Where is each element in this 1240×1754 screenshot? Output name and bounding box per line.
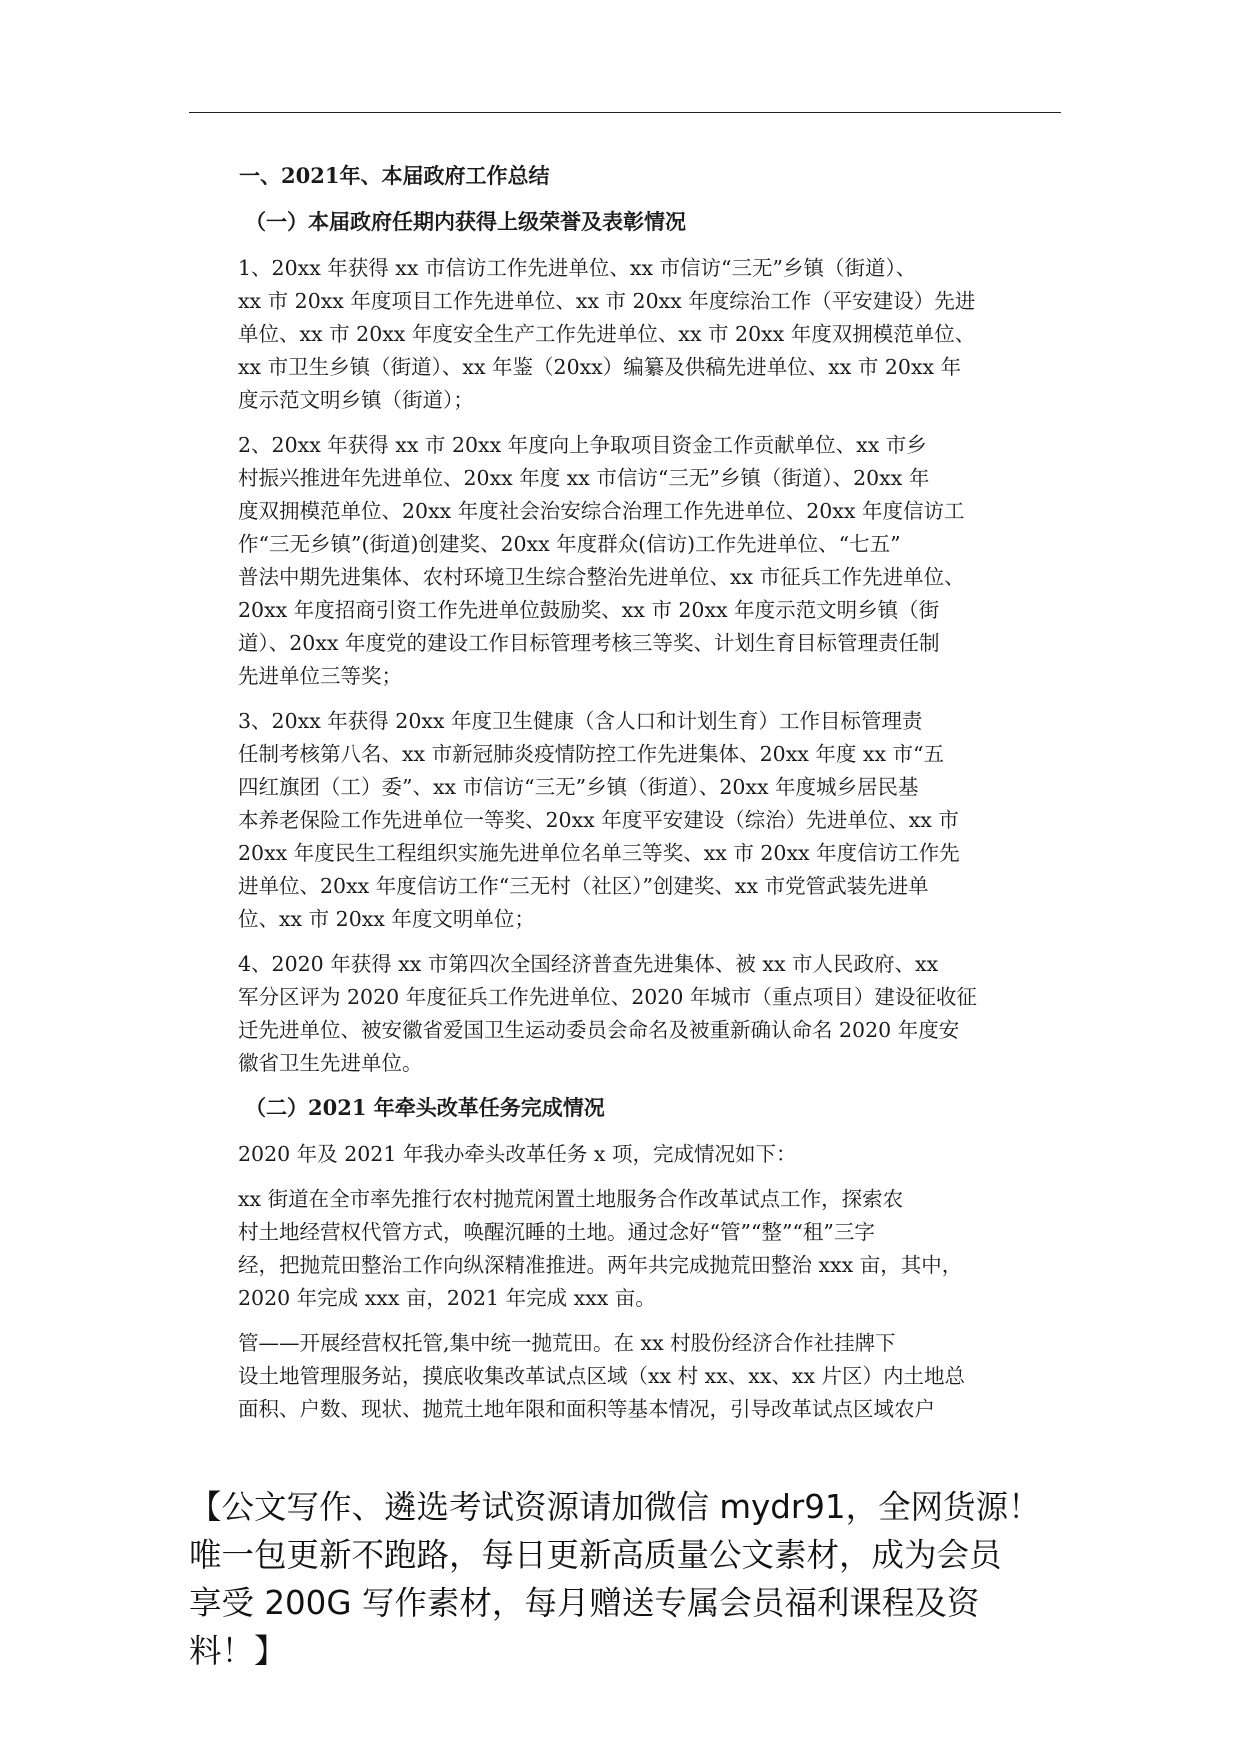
promo-line: 唯一包更新不跑路，每日更新高质量公文素材，成为会员 bbox=[189, 1536, 1002, 1574]
paragraph-line: 进单位、20xx 年度信访工作“三无村（社区）”创建奖、xx 市党管武装先进单 bbox=[238, 874, 929, 898]
paragraph-line: 3、20xx 年获得 20xx 年度卫生健康（含人口和计划生育）工作目标管理责 bbox=[238, 709, 923, 733]
promo-footer-notice bbox=[189, 1483, 1089, 1675]
paragraph-line: 2020 年完成 xxx 亩，2021 年完成 xxx 亩。 bbox=[238, 1286, 656, 1310]
paragraph-line: 先进单位三等奖； bbox=[238, 664, 402, 688]
paragraph-line: xx 市卫生乡镇（街道）、xx 年鉴（20xx）编纂及供稿先进单位、xx 市 20xx 年 bbox=[238, 355, 962, 379]
paragraph-line: 本养老保险工作先进单位一等奖、20xx 年度平安建设（综治）先进单位、xx 市 bbox=[238, 808, 959, 832]
paragraph bbox=[189, 429, 1069, 693]
paragraph bbox=[189, 252, 1069, 417]
paragraph-line: 徽省卫生先进单位。 bbox=[238, 1051, 423, 1075]
section-heading-1: 一、2021年、本届政府工作总结 bbox=[239, 163, 550, 188]
paragraph-line: 度双拥模范单位、20xx 年度社会治安综合治理工作先进单位、20xx 年度信访工 bbox=[238, 499, 965, 523]
subsection-heading-reform: （二）2021 年牵头改革任务完成情况 bbox=[245, 1095, 605, 1120]
paragraph-line: 村土地经营权代管方式，唤醒沉睡的土地。通过念好“管”“整”“租”三字 bbox=[238, 1220, 875, 1244]
paragraph-line: 四红旗团（工）委”、xx 市信访“三无”乡镇（街道）、20xx 年度城乡居民基 bbox=[238, 775, 919, 799]
promo-line: 享受 200G 写作素材，每月赠送专属会员福利课程及资 bbox=[189, 1584, 980, 1622]
paragraph-line: 20xx 年度招商引资工作先进单位鼓励奖、xx 市 20xx 年度示范文明乡镇（街 bbox=[238, 598, 940, 622]
header-rule bbox=[189, 112, 1061, 113]
paragraph-line: 任制考核第八名、xx 市新冠肺炎疫情防控工作先进集体、20xx 年度 xx 市“五 bbox=[238, 742, 944, 766]
paragraph-line: 军分区评为 2020 年度征兵工作先进单位、2020 年城市（重点项目）建设征收征 bbox=[238, 985, 977, 1009]
reform-paragraphs bbox=[189, 1138, 1069, 1426]
paragraph bbox=[189, 1183, 1069, 1315]
paragraph-line: 单位、xx 市 20xx 年度安全生产工作先进单位、xx 市 20xx 年度双拥模范单位、 bbox=[238, 322, 976, 346]
paragraph-line: 普法中期先进集体、农村环境卫生综合整治先进单位、xx 市征兵工作先进单位、 bbox=[238, 565, 965, 589]
paragraph-line: xx 市 20xx 年度项目工作先进单位、xx 市 20xx 年度综治工作（平安建设）先进 bbox=[238, 289, 976, 313]
subsection-heading-honors: （一）本届政府任期内获得上级荣誉及表彰情况 bbox=[245, 209, 686, 234]
promo-line: 料！】 bbox=[189, 1632, 287, 1670]
paragraph-line: 设土地管理服务站，摸底收集改革试点区域（xx 村 xx、xx、xx 片区）内土地总 bbox=[238, 1364, 966, 1388]
paragraph-line: 位、xx 市 20xx 年度文明单位； bbox=[238, 907, 535, 931]
paragraph-line: 2020 年及 2021 年我办牵头改革任务 x 项，完成情况如下： bbox=[238, 1142, 797, 1166]
paragraph-line: 2、20xx 年获得 xx 市 20xx 年度向上争取项目资金工作贡献单位、xx 市乡 bbox=[238, 433, 927, 457]
paragraph-line: 4、2020 年获得 xx 市第四次全国经济普查先进集体、被 xx 市人民政府、xx bbox=[238, 952, 939, 976]
paragraph-line: 20xx 年度民生工程组织实施先进单位名单三等奖、xx 市 20xx 年度信访工作先 bbox=[238, 841, 960, 865]
paragraph bbox=[189, 948, 1069, 1080]
paragraph bbox=[189, 1138, 1069, 1171]
paragraph-line: 经，把抛荒田整治工作向纵深精准推进。两年共完成抛荒田整治 xxx 亩，其中， bbox=[238, 1253, 963, 1277]
document-body bbox=[189, 160, 1069, 1438]
paragraph-line: 作“三无乡镇”(街道)创建奖、20xx 年度群众(信访)工作先进单位、“七五” bbox=[238, 532, 901, 556]
paragraph-line: 村振兴推进年先进单位、20xx 年度 xx 市信访“三无”乡镇（街道）、20xx 年 bbox=[238, 466, 930, 490]
paragraph-line: xx 街道在全市率先推行农村抛荒闲置土地服务合作改革试点工作，探索农 bbox=[238, 1187, 904, 1211]
paragraph-line: 迁先进单位、被安徽省爱国卫生运动委员会命名及被重新确认命名 2020 年度安 bbox=[238, 1018, 960, 1042]
paragraph-line: 面积、户数、现状、抛荒土地年限和面积等基本情况，引导改革试点区域农户 bbox=[238, 1397, 935, 1421]
paragraph bbox=[189, 705, 1069, 936]
honors-paragraphs bbox=[189, 252, 1069, 1080]
paragraph-line: 1、20xx 年获得 xx 市信访工作先进单位、xx 市信访“三无”乡镇（街道）、 bbox=[238, 256, 917, 280]
promo-line: 【公文写作、遴选考试资源请加微信 mydr91，全网货源！ bbox=[189, 1488, 1041, 1526]
paragraph-line: 管——开展经营权托管,集中统一抛荒田。在 xx 村股份经济合作社挂牌下 bbox=[238, 1331, 896, 1355]
paragraph-line: 度示范文明乡镇（街道）； bbox=[238, 388, 474, 412]
paragraph-line: 道）、20xx 年度党的建设工作目标管理考核三等奖、计划生育目标管理责任制 bbox=[238, 631, 940, 655]
paragraph bbox=[189, 1327, 1069, 1426]
